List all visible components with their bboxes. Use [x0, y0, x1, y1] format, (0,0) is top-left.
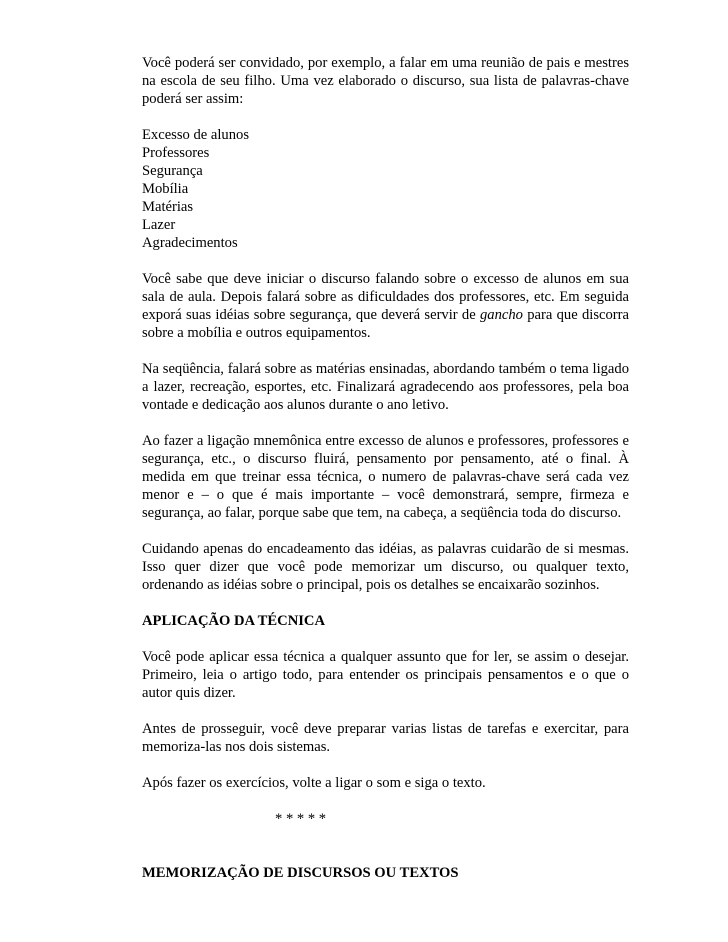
section-heading-memorization: MEMORIZAÇÃO DE DISCURSOS OU TEXTOS [142, 865, 459, 881]
separator-stars: * * * * * [275, 811, 327, 827]
keyword-item: Matérias [142, 199, 194, 215]
keyword-item: Excesso de alunos [142, 127, 249, 143]
section-heading-application: APLICAÇÃO DA TÉCNICA [142, 613, 325, 629]
paragraph-mnemonic-link: Ao fazer a ligação mnemônica entre excesso de alunos e professores, professores e segurança, etc., o discurso fluirá, pensamento por pensamento, até o final. À medida em que treinar essa técnica, o numero de palavras-chave será cada vez menor e – o que é mais importante – você demonstrará, sempre, firmeza e segurança, ao falar, porque sabe que tem, na cabeça, a seqüência toda do discurso. [142, 433, 629, 521]
intro-paragraph: Você poderá ser convidado, por exemplo, a falar em uma reunião de pais e mestres na escola de seu filho. Uma vez elaborado o discurso, sua lista de palavras-chave poderá ser assim: [142, 55, 629, 107]
paragraph-exercises: Após fazer os exercícios, volte a ligar o som e siga o texto. [142, 775, 486, 791]
keyword-item: Agradecimentos [142, 235, 238, 251]
keyword-item: Professores [142, 145, 210, 161]
keyword-item: Lazer [142, 217, 176, 233]
italic-term: gancho [479, 307, 523, 323]
paragraph-prepare: Antes de prosseguir, você deve preparar varias listas de tarefas e exercitar, para memoriza-las nos dois sistemas. [142, 721, 629, 755]
paragraph-text: para que discorra sobre a mobília e outros equipamentos. [142, 307, 629, 341]
paragraph-sequence: Na seqüência, falará sobre as matérias ensinadas, abordando também o tema ligado a lazer, recreação, esportes, etc. Finalizará agradecendo aos professores, pela boa vontade e dedicação aos alunos durante o ano letivo. [142, 361, 629, 413]
paragraph-chaining: Cuidando apenas do encadeamento das idéias, as palavras cuidarão de si mesmas. Isso quer dizer que você pode memorizar um discurso, ou qualquer texto, ordenando as idéias sobre o principal, pois os detalhes se encaixarão sozinhos. [142, 541, 629, 593]
keyword-item: Segurança [142, 163, 203, 179]
document-body [142, 54, 629, 900]
paragraph-speech-order [142, 270, 629, 342]
keyword-list [142, 126, 629, 252]
paragraph-apply: Você pode aplicar essa técnica a qualquer assunto que for ler, se assim o desejar. Primeiro, leia o artigo todo, para entender os principais pensamentos e o que o autor quis dizer. [142, 649, 629, 701]
paragraph-text: Você sabe que deve iniciar o discurso falando sobre o excesso de alunos em sua sala de aula. Depois falará sobre as dificuldades dos professores, etc. Em seguida exporá suas idéias sobre segurança, que deverá servir de [142, 271, 629, 323]
keyword-item: Mobília [142, 181, 189, 197]
